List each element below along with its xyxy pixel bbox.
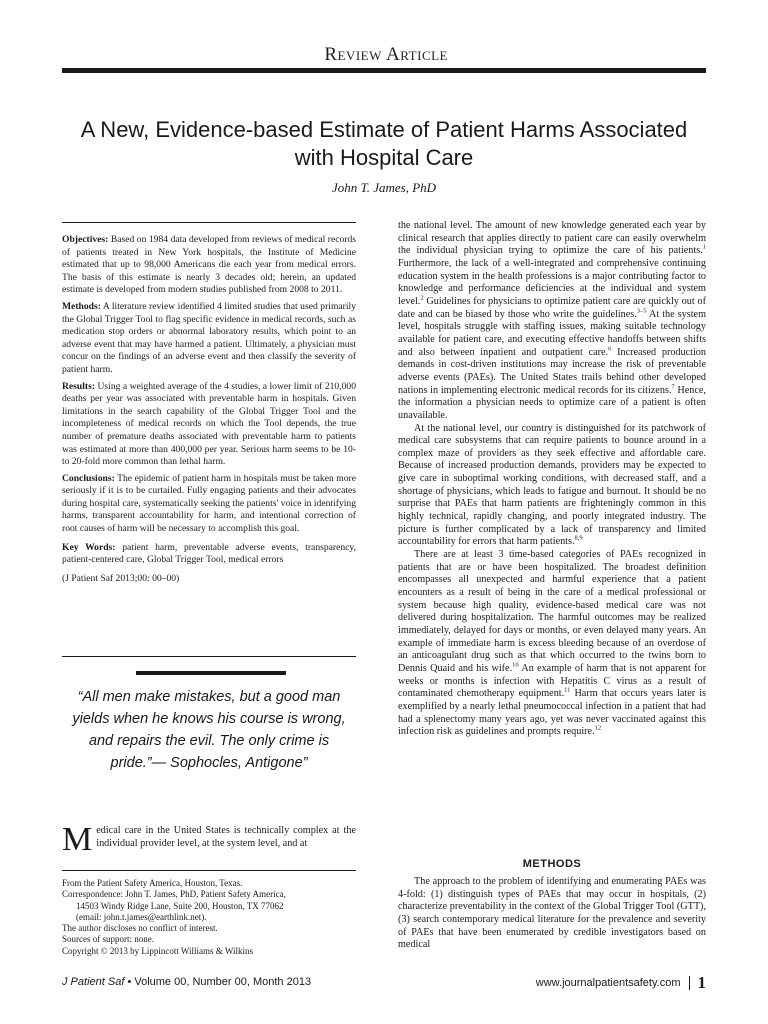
text-run: At the national level, our country is distinguished for its patchwork of medical care subsystems that can require patients to bounce around in a complex maze of providers as they seek effective and affordable care. Because of increased production demands, providers may be expected to give care in suboptimal working conditions, with decreased staff, and a shortage of physicians, which leads to fatigue and burnout. It should be no surprise that PAEs that harm patients are frighteningly common in this highly technical, rapidly changing, and poorly integrated industry. The picture is further complicated by a lack of transparency and limited accountability for errors that harm patients. [398, 422, 706, 548]
header-rule [62, 68, 706, 73]
text-run: Furthermore, the lack of a well-integrated and comprehensive continuing education system in the health professions is a major contributing factor to knowledge and performance deficiencies at the individual and system level. [398, 257, 706, 307]
ref-sup: 12 [594, 724, 602, 732]
footnote-affiliation: From the Patient Safety America, Houston, Texas. [62, 878, 243, 888]
footnotes [62, 878, 356, 957]
footer-volume: Volume 00, Number 00, Month 2013 [134, 976, 312, 988]
text-run: Harm that occurs years later is exemplified by a nearly lethal pneumococcal infection in a patient that had had a splenectomy many years ago, yet was never vaccinated against this infection risk as guidelines and prompts require. [398, 688, 706, 738]
ref-sup: 2 [420, 294, 424, 302]
body-right-column [398, 220, 706, 739]
footer-url[interactable]: www.journalpatientsafety.com [535, 977, 681, 989]
ref-sup: 3–5 [636, 307, 647, 315]
footer-journal: J Patient Saf [62, 976, 125, 988]
text-run: Guidelines for physicians to optimize patient care are quickly out of date and can be biased by those who write the guidelines. [398, 295, 706, 320]
epigraph-quote: “All men make mistakes, but a good man yields when he knows his course is wrong, and repairs the evil. The only crime is pride.”— Sophocles, Antigone” [72, 689, 346, 771]
footer-right [536, 973, 706, 993]
footnote-support: Sources of support: none. [62, 934, 154, 945]
abstract-rule-bottom [62, 656, 356, 657]
results-text: Using a weighted average of the 4 studies, a lower limit of 210,000 deaths per year was associated with preventable harm in hospitals. Given limitations in the search capability of the Global Trigger Tool and the incompleteness of medical records on which the Tool depends, the true number of premature deaths associated with preventable harm to patients was estimated at more than 400,000 per year. Serious harm seems to be 10- to 20-fold more common than lethal harm. [62, 380, 356, 468]
methods-paragraph: The approach to the problem of identifying and enumerating PAEs was 4-fold: (1) distinguish types of PAEs that may occur in hospitals, (2) characterize preventability in the context of the Global Trigger Tool (GTT), (3) search contemporary medical literature for the prevalence and severity of PAEs that have been enumerated by credible investigators based on medical [398, 876, 706, 951]
text-run: There are at least 3 time-based categories of PAEs recognized in patients that are or have been hospitalized. The broadest definition encompasses all unexpected and harmful experience that a patient encounters as a result of being in the care of a medical professional or system because high quality, evidence-based medical care was not delivered during hospitalization. The harmful outcomes may be realized immediately, delayed for days or months, or even delayed many years. An example of immediate harm is excess bleeding because of an overdose of an anticoagulant drug such as that which occurred to the twins born to Dennis Quaid and his wife. [398, 549, 706, 674]
footnote-correspondence: Correspondence: John T. James, PhD, Patient Safety America, [62, 889, 286, 900]
paragraph-3 [398, 549, 706, 739]
quote-rule [136, 671, 286, 675]
footer-divider [689, 976, 690, 990]
footnote-email: (email: john.t.james@earthlink.net). [76, 911, 207, 922]
abstract-rule-top [62, 222, 356, 223]
abstract-conclusions [62, 473, 356, 536]
paragraph-1 [398, 220, 706, 423]
conclusions-label: Conclusions: [62, 472, 115, 484]
text-run: the national level. The amount of new knowledge generated each year by clinical research that applies directly to patient care can easily overwhelm the individual physician trying to optimize the care of his patients. [398, 220, 706, 257]
conclusions-text: The epidemic of patient harm in hospitals must be taken more seriously if it is to be curtailed. Fully engaging patients and their advocates during hospital care, systematically seeking the patients' voice in identifying harms, transparent accountability for harm, and intentional correction of root causes of harm will be necessary to accomplish this goal. [62, 472, 356, 535]
methods-label: Methods: [62, 300, 101, 312]
footnote-copyright: Copyright © 2013 by Lippincott Williams & Wilkins [62, 945, 254, 956]
objectives-text: Based on 1984 data developed from reviews of medical records of patients treated in New York hospitals, the Institute of Medicine estimated that up to 98,000 Americans die each year from medical errors. The basis of this estimate is nearly 3 decades old; herein, an updated estimate is developed from modern studies published from 2008 to 2011. [62, 234, 356, 296]
ref-sup: 8,9 [574, 535, 583, 543]
objectives-label: Objectives: [62, 234, 109, 245]
ref-sup: 11 [564, 686, 571, 694]
page-number: 1 [697, 973, 706, 992]
ref-sup: 6 [608, 345, 612, 353]
abstract-citation: (J Patient Saf 2013;00: 00–00) [62, 572, 180, 584]
methods-heading: METHODS [522, 858, 582, 870]
methods-body [398, 876, 706, 952]
results-label: Results: [62, 380, 96, 392]
ref-sup: 1 [702, 243, 706, 251]
body-intro-text: edical care in the United States is technically complex at the individual provider level, at the system level, and at [96, 825, 356, 849]
text-run: At the system level, hospitals struggle with staffing issues, making suitable technology available for patient care, and executing effective handoffs between shifts and also between inpatient and outpatient care. [398, 308, 706, 358]
ref-sup: 7 [671, 383, 675, 391]
author-name: John T. James, PhD [331, 180, 437, 195]
abstract-keywords [62, 542, 356, 567]
ref-sup: 10 [512, 661, 519, 669]
methods-text: A literature review identified 4 limited studies that used primarily the Global Trigger Tool to flag specific evidence in medical records, such as medication stop orders or abnormal laboratory results, which point to an adverse event that may have harmed a patient. Ultimately, a physician must concur on the findings of an adverse event and then classify the severity of patient harm. [62, 300, 356, 375]
footer-bullet: • [127, 976, 132, 988]
text-run: Increased production demands in cost-driven institutions may increase the risk of preventable adverse events (PAEs). The United States trails behind other developed nations in implementing electronic medical records for its citizens. [398, 346, 706, 396]
abstract [62, 234, 356, 589]
drop-cap: M [62, 821, 93, 858]
abstract-results [62, 381, 356, 469]
footnote-address: 14503 Windy Ridge Lane, Suite 200, Houston, TX 77062 [76, 900, 284, 911]
body-intro [62, 821, 356, 858]
section-label: Review Article [324, 44, 448, 65]
keywords-text: patient harm, preventable adverse events, transparency, patient-centered care, Global Trigger Tool, medical errors [62, 541, 356, 566]
abstract-methods [62, 301, 356, 377]
article-title: A New, Evidence-based Estimate of Patient Harms Associated with Hospital Care [80, 117, 688, 170]
paragraph-2 [398, 423, 706, 550]
keywords-label: Key Words: [62, 541, 116, 553]
footer-journal-info [62, 976, 311, 988]
text-run: An example of harm that is not apparent for weeks or months is infection with Hepatitis C virus as a result of contaminated chemotherapy equipment. [398, 662, 706, 700]
text-run: Hence, the information a physician needs to optimize care of a patient is often unavailable. [398, 384, 706, 421]
footnote-conflict: The author discloses no conflict of interest. [62, 923, 218, 934]
abstract-objectives [62, 234, 356, 297]
footnotes-rule [62, 870, 356, 871]
